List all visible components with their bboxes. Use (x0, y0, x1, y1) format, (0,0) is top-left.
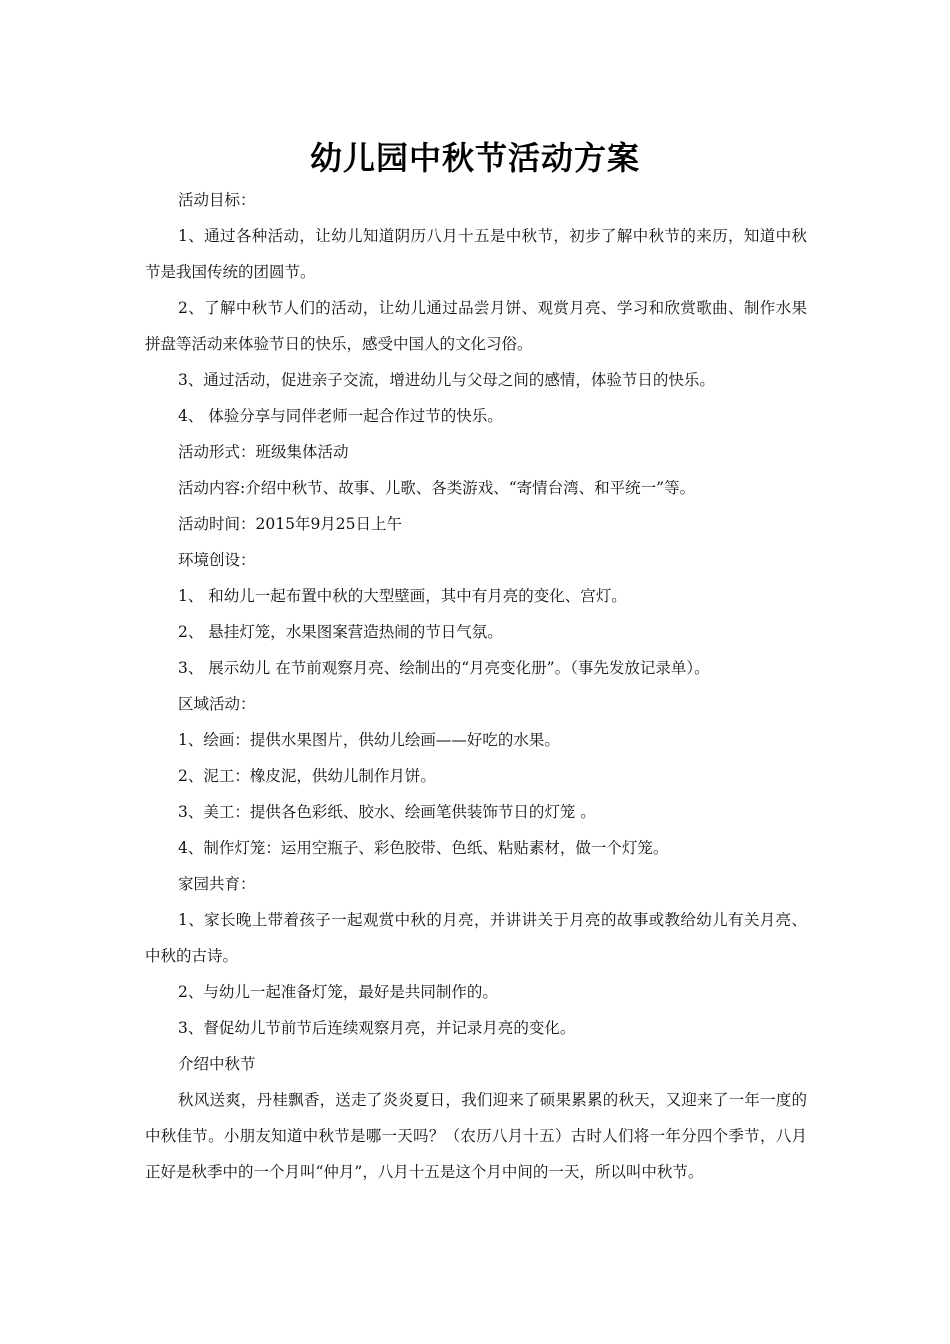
environment-item-1: 1、 和幼儿一起布置中秋的大型壁画，其中有月亮的变化、宫灯。 (178, 587, 627, 605)
area-activity-item-3: 3、美工：提供各色彩纸、胶水、绘画笔供装饰节日的灯笼 。 (178, 803, 596, 821)
document-title: 幼儿园中秋节活动方案 (309, 139, 640, 178)
introduction-paragraph: 秋风送爽，丹桂飘香，送走了炎炎夏日，我们迎来了硕果累累的秋天，又迎来了一年一度的中秋佳节。小朋友知道中秋节是哪一天吗？（农历八月十五）古时人们将一年分四个季节，八月正好是秋季中的一个月叫“仲月”，八月十五是这个月中间的一天，所以叫中秋节。 (145, 1091, 807, 1181)
document-body (145, 182, 807, 1190)
goal-item-2: 2、了解中秋节人们的活动，让幼儿通过品尝月饼、观赏月亮、学习和欣赏歌曲、制作水果拼盘等活动来体验节日的快乐，感受中国人的文化习俗。 (145, 299, 807, 353)
activity-time: 活动时间：2015年9月25日上午 (178, 515, 403, 533)
goal-item-3: 3、通过活动，促进亲子交流，增进幼儿与父母之间的感情，体验节日的快乐。 (178, 371, 715, 389)
activity-content: 活动内容:介绍中秋节、故事、儿歌、各类游戏、“寄情台湾、和平统一”等。 (178, 479, 696, 497)
area-activity-item-4: 4、制作灯笼：运用空瓶子、彩色胶带、色纸、粘贴素材，做一个灯笼。 (178, 839, 669, 857)
home-school-item-3: 3、督促幼儿节前节后连续观察月亮，并记录月亮的变化。 (178, 1019, 576, 1037)
activity-form: 活动形式：班级集体活动 (178, 443, 349, 461)
goal-item-1: 1、通过各种活动，让幼儿知道阴历八月十五是中秋节，初步了解中秋节的来历，知道中秋节是我国传统的团圆节。 (145, 227, 807, 281)
home-school-item-1: 1、家长晚上带着孩子一起观赏中秋的月亮，并讲讲关于月亮的故事或教给幼儿有关月亮、中秋的古诗。 (145, 911, 807, 965)
section-heading-environment: 环境创设： (178, 551, 256, 569)
environment-item-2: 2、 悬挂灯笼，水果图案营造热闹的节日气氛。 (178, 623, 503, 641)
section-heading-introduction: 介绍中秋节 (178, 1055, 256, 1073)
section-heading-home-school: 家园共育： (178, 875, 256, 893)
section-heading-goals: 活动目标： (178, 191, 256, 209)
goal-item-4: 4、 体验分享与同伴老师一起合作过节的快乐。 (178, 407, 503, 425)
section-heading-area-activities: 区域活动： (178, 695, 256, 713)
environment-item-3: 3、 展示幼儿 在节前观察月亮、绘制出的“月亮变化册”。（事先发放记录单）。 (178, 659, 710, 677)
area-activity-item-2: 2、泥工：橡皮泥，供幼儿制作月饼。 (178, 767, 436, 785)
home-school-item-2: 2、与幼儿一起准备灯笼，最好是共同制作的。 (178, 983, 498, 1001)
area-activity-item-1: 1、绘画：提供水果图片，供幼儿绘画——好吃的水果。 (178, 731, 560, 749)
